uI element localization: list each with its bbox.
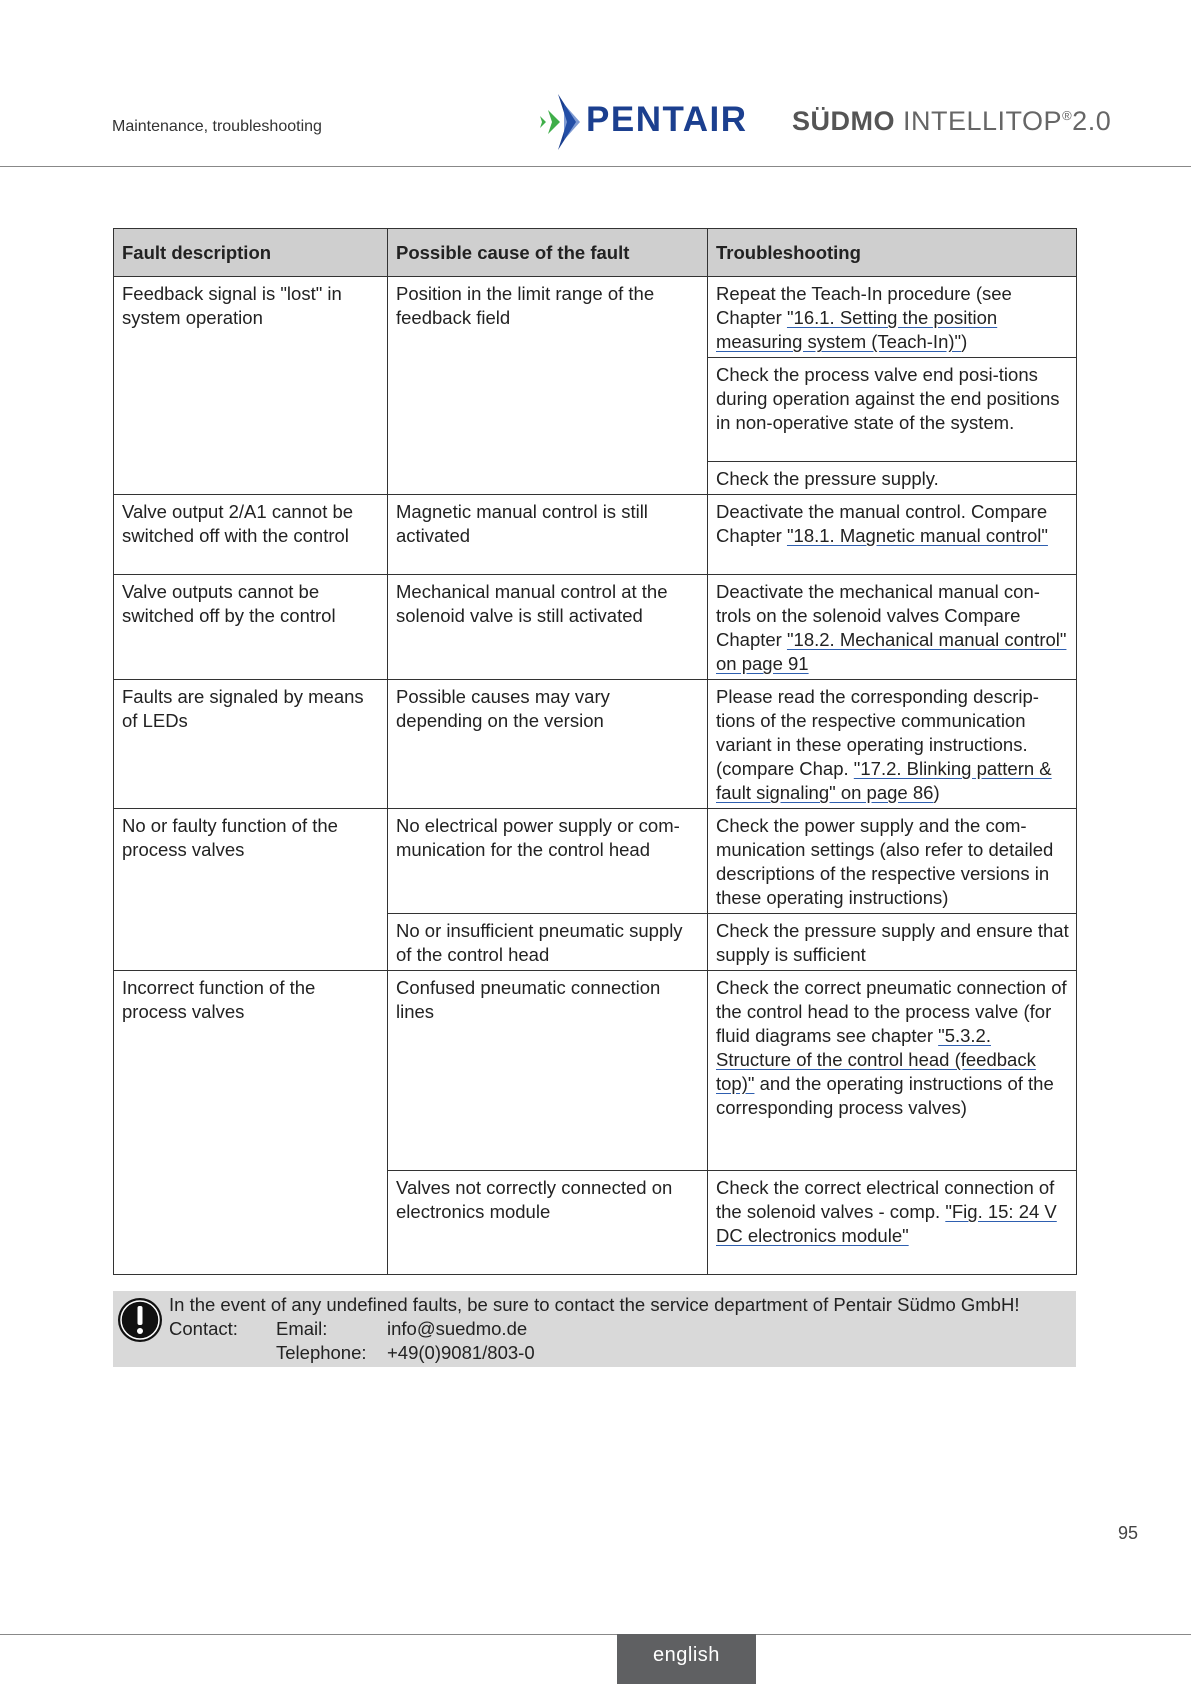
chapter-link[interactable]: "18.2. Mechanical manual control" on page 91 [716,629,1067,674]
header-section-title: Maintenance, troubleshooting [112,118,322,135]
cause-cell: Magnetic manual control is still activated [388,495,708,575]
email-value[interactable]: info@suedmo.de [387,1318,528,1339]
product-intellitop: INTELLITOP [903,106,1063,136]
table-row [114,971,1077,1171]
page-number: 95 [1118,1523,1139,1543]
cause-cell: Valves not correctly connected on electronics module [388,1171,708,1275]
fault-cell: Valve output 2/A1 cannot be switched off with the control [114,495,388,575]
fix-text-end: and the operating instructions of the corresponding process valves) [716,1073,1054,1118]
fix-text-end: ) [961,331,968,352]
chapter-link[interactable]: "18.1. Magnetic manual control" [786,525,1048,546]
pentair-logo-icon [534,92,594,152]
fix-text: Deactivate the manual control. Compare Chapter [716,501,1048,546]
fix-cell [708,575,1077,680]
table-row [114,680,1077,809]
fix-text: Please read the corresponding descrip-tions of the respective communication variant in these operating instructions. (compare Chap. [716,686,1039,779]
cause-cell: Possible causes may vary depending on the version [388,680,708,809]
service-notice [113,1291,1076,1367]
product-version: 2.0 [1072,106,1112,136]
cause-cell: Position in the limit range of the feedback field [388,277,708,495]
warning-exclamation-icon [116,1296,164,1344]
brand-name: PENTAIR [586,100,748,139]
fix-cell [708,495,1077,575]
header-troubleshooting: Troubleshooting [708,229,1077,277]
table-row [114,495,1077,575]
table-row [114,277,1077,358]
email-label: Email: [276,1318,328,1339]
cause-cell: Mechanical manual control at the solenoid valve is still activated [388,575,708,680]
fault-cell: No or faulty function of the process valves [114,809,388,971]
header-divider [0,166,1191,167]
fix-cell [708,1171,1077,1275]
language-tab: english [617,1634,756,1684]
fix-text-end: ) [933,782,940,803]
phone-value[interactable]: +49(0)9081/803-0 [387,1342,535,1363]
fault-cell: Valve outputs cannot be switched off by the control [114,575,388,680]
contact-phone-row [169,1341,1019,1365]
fix-cell [708,277,1077,358]
fix-cell: Check the pressure supply and ensure that supply is sufficient [708,914,1077,971]
fix-cell: Check the power supply and the com-munication settings (also refer to detailed descriptions of the respective versions in these operating instructions) [708,809,1077,914]
figure-link[interactable]: "Fig. 15: 24 V DC electronics module" [716,1201,1057,1246]
contact-label: Contact: [169,1318,238,1339]
fault-cell: Faults are signaled by means of LEDs [114,680,388,809]
table-header-row [114,229,1077,277]
fix-text: Check the correct electrical connection of the solenoid valves - comp. [716,1177,1055,1222]
header-possible-cause: Possible cause of the fault [388,229,708,277]
troubleshooting-table [113,228,1077,1275]
header-fault-description: Fault description [114,229,388,277]
contact-email-row [169,1317,1019,1341]
fix-cell [708,680,1077,809]
fault-cell: Feedback signal is "lost" in system operation [114,277,388,495]
cause-cell: No or insufficient pneumatic supply of the control head [388,914,708,971]
notice-message: In the event of any undefined faults, be sure to contact the service department of Pentair Südmo GmbH! [169,1294,1020,1315]
table-row [114,809,1077,914]
chapter-link[interactable]: "5.3.2. Structure of the control head (feedback top)" [716,1025,1036,1094]
product-name [792,106,1111,137]
table-row [114,575,1077,680]
fix-cell [708,971,1077,1171]
fault-cell: Incorrect function of the process valves [114,971,388,1275]
registered-mark: ® [1062,108,1073,123]
fix-text: Repeat the Teach-In procedure (see Chapter [716,283,1012,328]
cause-cell: Confused pneumatic connection lines [388,971,708,1171]
chapter-link[interactable]: "17.2. Blinking pattern & fault signaling" on page 86 [716,758,1052,803]
fix-cell: Check the pressure supply. [708,462,1077,495]
cause-cell: No electrical power supply or com-munication for the control head [388,809,708,914]
chapter-link[interactable]: "16.1. Setting the position measuring system (Teach-In)" [716,307,998,352]
notice-text-block [169,1293,1019,1365]
fix-cell: Check the process valve end posi-tions during operation against the end positions in non-operative state of the system. [708,358,1077,462]
footer-divider [0,1634,1191,1635]
product-sud: SÜDMO [792,106,895,136]
fix-text: Deactivate the mechanical manual con-trols on the solenoid valves Compare Chapter [716,581,1040,650]
phone-label: Telephone: [276,1342,367,1363]
fix-text: Check the correct pneumatic connection of the control head to the process valve (for fluid diagrams see chapter [716,977,1067,1046]
